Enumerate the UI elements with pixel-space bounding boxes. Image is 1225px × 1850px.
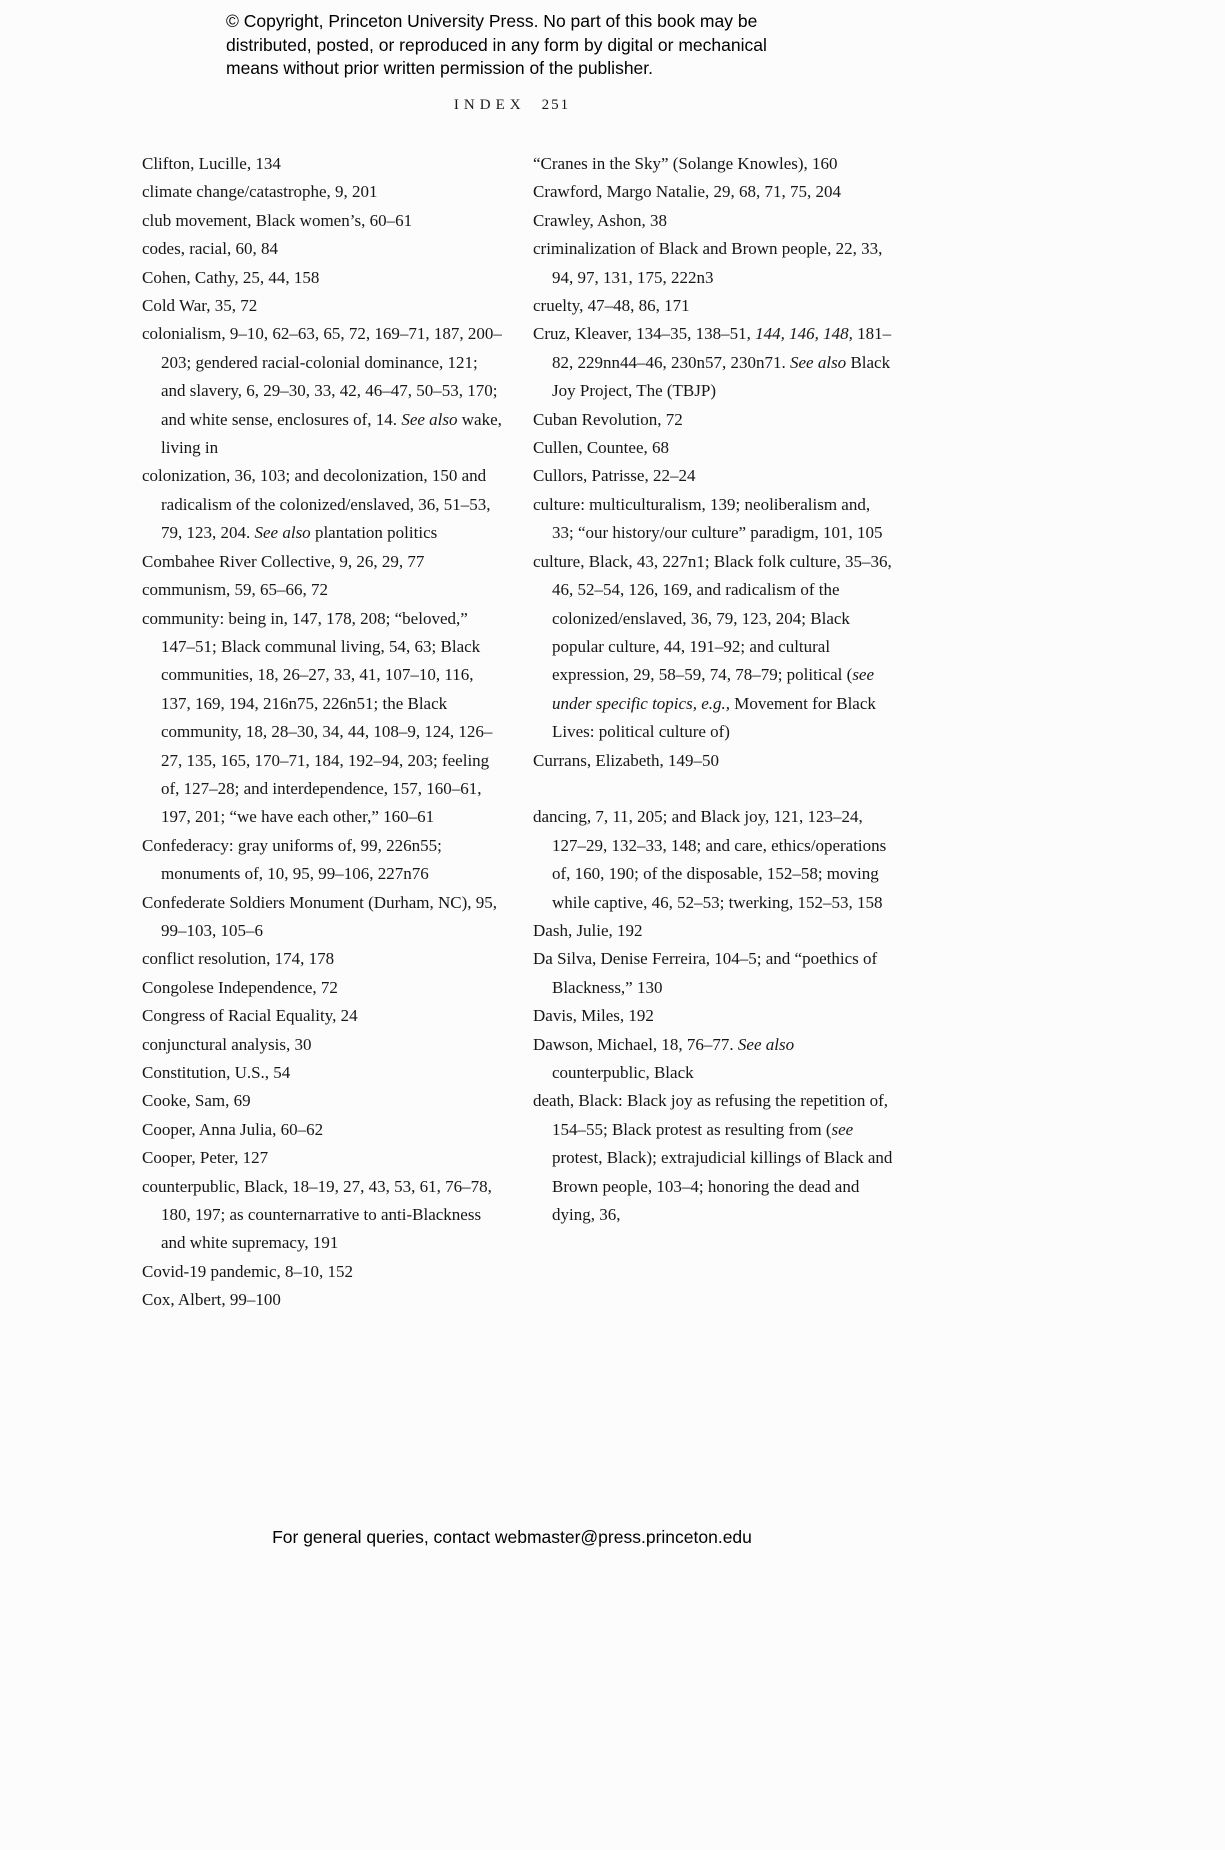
copyright-line: means without prior written permission of the publisher. xyxy=(226,58,654,78)
copyright-line: © Copyright, Princeton University Press. No part of this book may be xyxy=(226,11,758,31)
index-entry: Cooper, Anna Julia, 60–62 xyxy=(142,1119,324,1139)
index-entry: Cuban Revolution, 72 xyxy=(533,409,683,429)
index-entry: colonization, 36, 103; and decolonization, 150 and radicalism of the colonized/enslaved, 36, 51–53, 79, 123, 204. See also plantation politics xyxy=(142,466,491,543)
index-entry: Combahee River Collective, 9, 26, 29, 77 xyxy=(142,551,425,571)
index-entry: conjunctural analysis, 30 xyxy=(142,1034,312,1054)
index-entry: Cullen, Countee, 68 xyxy=(533,438,669,458)
index-entry: “Cranes in the Sky” (Solange Knowles), 160 xyxy=(533,154,838,173)
index-entry: Davis, Miles, 192 xyxy=(533,1006,654,1026)
index-entry: Covid-19 pandemic, 8–10, 152 xyxy=(142,1261,354,1281)
index-entry: community: being in, 147, 178, 208; “beloved,” 147–51; Black communal living, 54, 63; Black communities, 18, 26–27, 33, 41, 107–10, 116, 137, 169, 194, 216n75, 226n51; the Black community, 18, 28–30, 34, 44, 108–9, 124, 126–27, 135, 165, 170–71, 184, 192–94, 203; feeling of, 127–28; and interdependence, 157, 160–61, 197, 201; “we have each other,” 160–61 xyxy=(142,608,493,827)
index-entry: Da Silva, Denise Ferreira, 104–5; and “poethics of Blackness,” 130 xyxy=(533,949,878,997)
index-entry: Cullors, Patrisse, 22–24 xyxy=(533,466,696,486)
index-entry: Congress of Racial Equality, 24 xyxy=(142,1006,358,1026)
copyright-line: distributed, posted, or reproduced in any form by digital or mechanical xyxy=(226,34,767,55)
page-number: 251 xyxy=(541,97,571,113)
index-entry: Clifton, Lucille, 134 xyxy=(142,154,281,173)
index-entry: Currans, Elizabeth, 149–50 xyxy=(533,750,720,770)
index-entry: death, Black: Black joy as refusing the repetition of, 154–55; Black protest as resulting from (see protest, Black); extrajudicial killings of Black and Brown people, 103–4; honoring the dead and dying, 36, xyxy=(533,1091,893,1225)
index-entry: club movement, Black women’s, 60–61 xyxy=(142,210,413,230)
index-entry: Cooke, Sam, 69 xyxy=(142,1091,251,1111)
index-entry: codes, racial, 60, 84 xyxy=(142,239,278,259)
index-entry: climate change/catastrophe, 9, 201 xyxy=(142,182,378,202)
running-head xyxy=(0,97,1024,114)
index-entry: Dawson, Michael, 18, 76–77. See also counterpublic, Black xyxy=(533,1034,795,1082)
index-entry: conflict resolution, 174, 178 xyxy=(142,949,335,969)
index-column-left xyxy=(142,150,503,1315)
footer-query-note: For general queries, contact webmaster@press.princeton.edu xyxy=(272,1527,752,1547)
index-entry: Congolese Independence, 72 xyxy=(142,977,338,997)
index-entry: Dash, Julie, 192 xyxy=(533,920,643,940)
index-entry: dancing, 7, 11, 205; and Black joy, 121, 123–24, 127–29, 132–33, 148; and care, ethics/operations of, 160, 190; of the disposable, 152–58; moving while captive, 46, 52–53; twerking, 152–53, 158 xyxy=(533,807,887,912)
index-entry: Confederate Soldiers Monument (Durham, NC), 95, 99–103, 105–6 xyxy=(142,892,498,940)
index-entry: Cruz, Kleaver, 134–35, 138–51, 144, 146, 148, 181–82, 229nn44–46, 230n57, 230n71. See also Black Joy Project, The (TBJP) xyxy=(533,324,892,401)
index-entry: Cold War, 35, 72 xyxy=(142,296,258,316)
index-entry: culture, Black, 43, 227n1; Black folk culture, 35–36, 46, 52–54, 126, 169, and radicalism of the colonized/enslaved, 36, 79, 123, 204; Black popular culture, 44, 191–92; and cultural expression, 29, 58–59, 74, 78–79; political (see under specific topics, e.g., Movement for Black Lives: political culture of) xyxy=(533,551,892,742)
index-entry: criminalization of Black and Brown people, 22, 33, 94, 97, 131, 175, 222n3 xyxy=(533,239,883,287)
index-entry: cruelty, 47–48, 86, 171 xyxy=(533,296,690,316)
index-entry: Cox, Albert, 99–100 xyxy=(142,1290,281,1310)
index-column-right xyxy=(533,150,894,1315)
index-body xyxy=(142,150,894,1315)
index-entry: culture: multiculturalism, 139; neoliberalism and, 33; “our history/our culture” paradigm, 101, 105 xyxy=(533,494,883,543)
index-entry: colonialism, 9–10, 62–63, 65, 72, 169–71, 187, 200–203; gendered racial-colonial dominance, 121; and slavery, 6, 29–30, 33, 42, 46–47, 50–53, 170; and white sense, enclosures of, 14. See also wake, living in xyxy=(142,324,502,458)
index-entry: Crawley, Ashon, 38 xyxy=(533,210,667,230)
index-entry: Cohen, Cathy, 25, 44, 158 xyxy=(142,267,320,287)
index-entry: Confederacy: gray uniforms of, 99, 226n55; monuments of, 10, 95, 99–106, 227n76 xyxy=(142,835,442,884)
index-entry: counterpublic, Black, 18–19, 27, 43, 53, 61, 76–78, 180, 197; as counternarrative to anti-Blackness and white supremacy, 191 xyxy=(142,1176,492,1253)
index-entry: Cooper, Peter, 127 xyxy=(142,1148,269,1168)
index-entry: Constitution, U.S., 54 xyxy=(142,1063,291,1082)
index-entry: Crawford, Margo Natalie, 29, 68, 71, 75, 204 xyxy=(533,182,841,202)
index-title: INDEX xyxy=(453,97,526,113)
copyright-notice xyxy=(226,10,767,81)
index-entry: communism, 59, 65–66, 72 xyxy=(142,580,329,600)
